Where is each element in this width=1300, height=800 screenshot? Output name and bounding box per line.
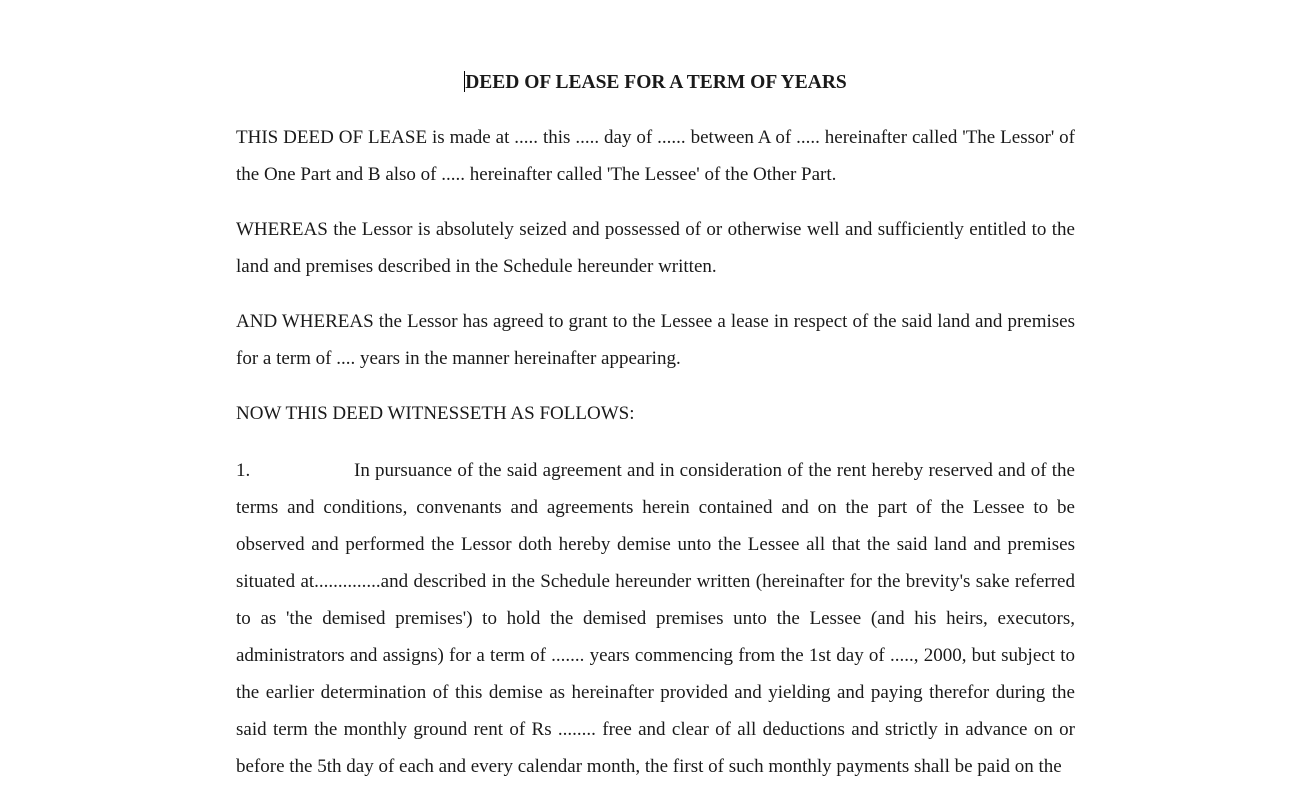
- document-body: [236, 66, 1075, 800]
- witnesseth-paragraph: NOW THIS DEED WITNESSETH AS FOLLOWS:: [236, 403, 635, 424]
- whereas-paragraph: WHEREAS the Lessor is absolutely seized and possessed of or otherwise well and sufficiently entitled to the land and premises described in the Schedule hereunder written.: [236, 219, 1075, 277]
- clause-1: [236, 452, 1075, 785]
- clause-1-text: In pursuance of the said agreement and in consideration of the rent hereby reserved and of the terms and conditions, convenants and agreements herein contained and on the part of the Lessee to be observed and performed the Lessor doth hereby demise unto the Lessee all that the said land and premises situated at..............and described in the Schedule hereunder written (hereinafter for the brevity's sake referred to as 'the demised premises') to hold the demised premises unto the Lessee (and his heirs, executors, administrators and assigns) for a term of ....... years commencing from the 1st day of ....., 2000, but subject to the earlier determination of this demise as hereinafter provided and yielding and paying therefor during the said term the monthly ground rent of Rs ........ free and clear of all deductions and strictly in advance on or before the 5th day of each and every calendar month, the first of such monthly payments shall be paid on the: [236, 459, 1075, 777]
- document-title-text: DEED OF LEASE FOR A TERM OF YEARS: [465, 72, 847, 93]
- and-whereas-paragraph: AND WHEREAS the Lessor has agreed to grant to the Lessee a lease in respect of the said land and premises for a term of .... years in the manner hereinafter appearing.: [236, 311, 1075, 369]
- clause-1-number: 1.: [236, 459, 251, 481]
- preamble-paragraph: THIS DEED OF LEASE is made at ..... this ..... day of ...... between A of ..... hereinafter called 'The Lessor' of the One Part and B also of ..... hereinafter called 'The Lessee' of the Other Part.: [236, 127, 1075, 185]
- document-title: [236, 66, 1075, 100]
